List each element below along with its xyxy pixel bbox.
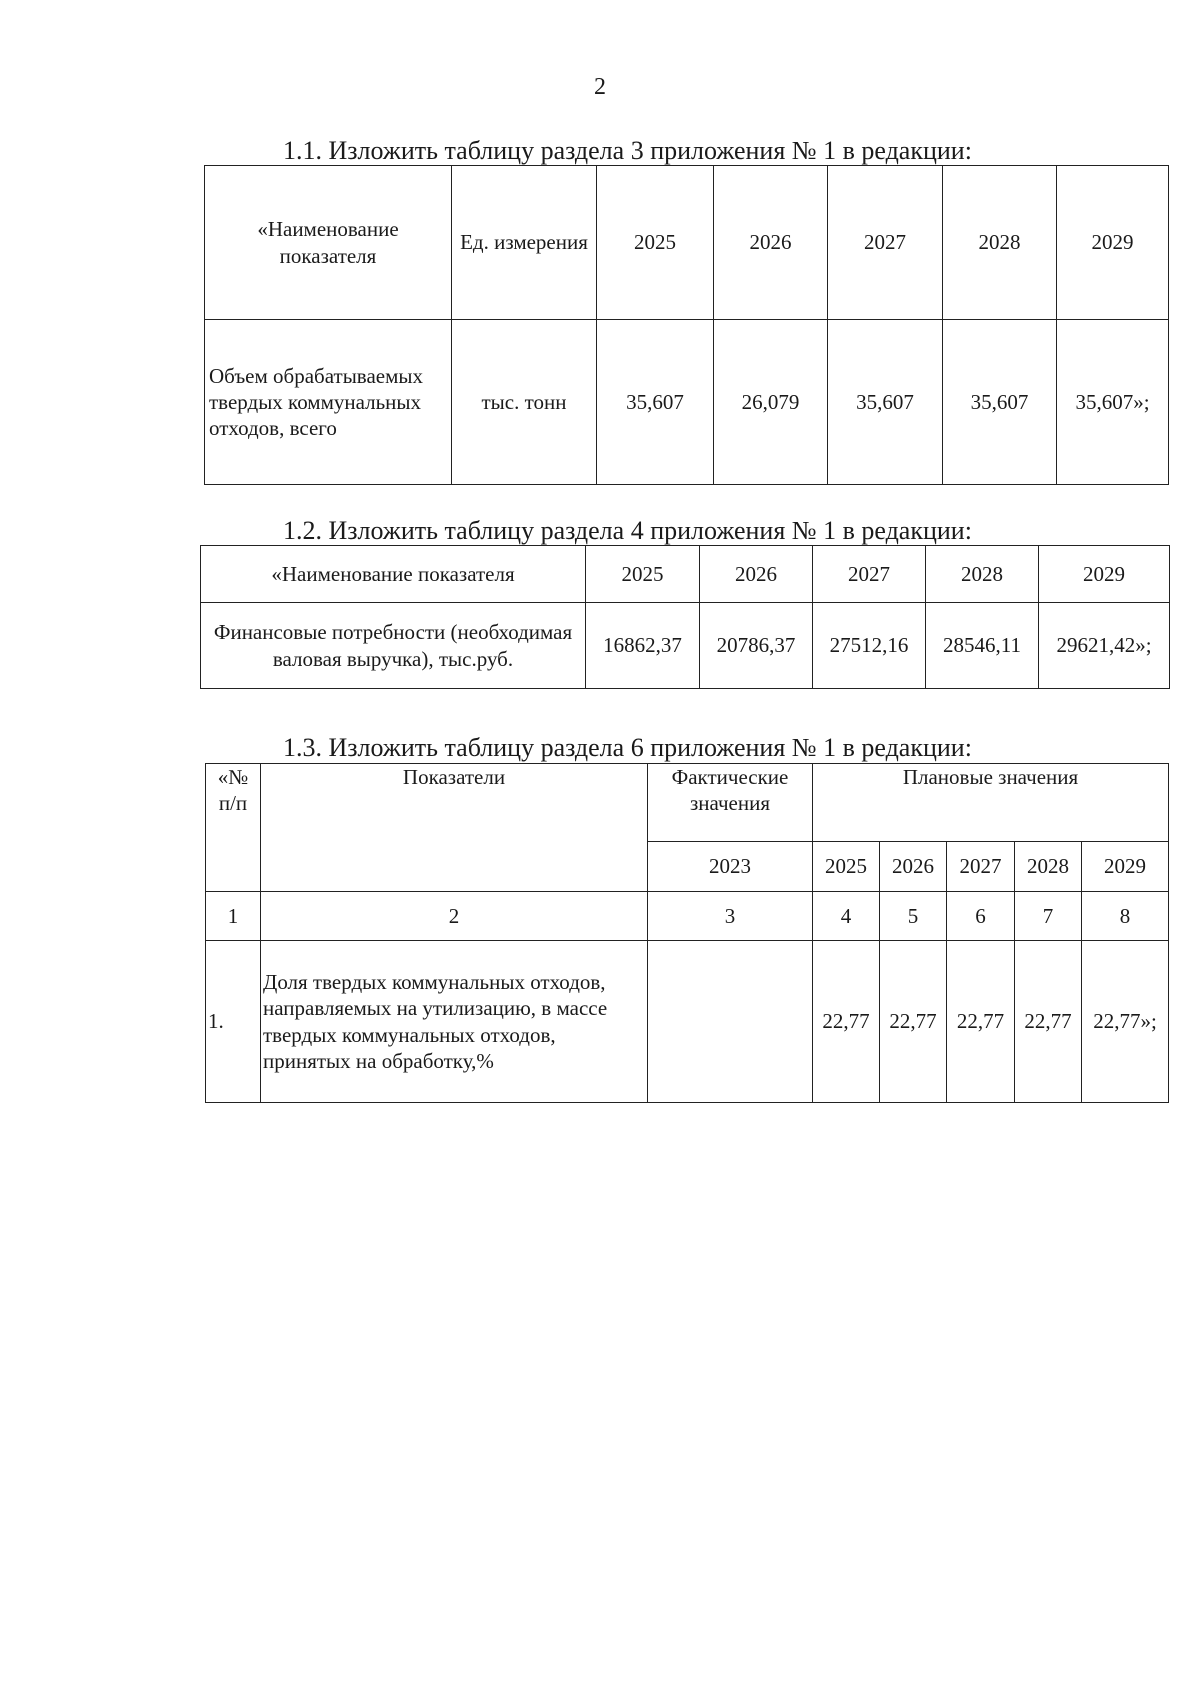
header-cell-year: 2028 [943, 166, 1057, 320]
table-header-row [201, 546, 1170, 603]
row-actual-cell [648, 941, 813, 1103]
row-value-cell: 27512,16 [813, 603, 926, 689]
header-cell-year: 2026 [714, 166, 828, 320]
header-cell-actual-year: 2023 [648, 842, 813, 892]
header-cell-unit: Ед. измерения [452, 166, 597, 320]
section-1-2-heading: 1.2. Изложить таблицу раздела 4 приложения № 1 в редакции: [283, 516, 972, 545]
column-number-cell: 8 [1082, 892, 1169, 941]
header-cell-year: 2025 [586, 546, 700, 603]
header-cell-actual: Фактические значения [648, 764, 813, 842]
header-cell-year: 2027 [947, 842, 1015, 892]
table-header-row [206, 764, 1169, 842]
section-1-3-heading: 1.3. Изложить таблицу раздела 6 приложения № 1 в редакции: [283, 733, 972, 762]
header-cell-year: 2025 [813, 842, 880, 892]
row-value-cell: 20786,37 [700, 603, 813, 689]
row-value-cell: 22,77 [813, 941, 880, 1103]
header-cell-year: 2029 [1039, 546, 1170, 603]
section-1-1-heading: 1.1. Изложить таблицу раздела 3 приложения № 1 в редакции: [283, 136, 972, 165]
row-indicator-cell: Доля твердых коммунальных отходов, направляемых на утилизацию, в массе твердых коммунальных отходов, принятых на обработку,% [261, 941, 648, 1103]
row-number-cell: 1. [206, 941, 261, 1103]
table-section-6 [205, 763, 1169, 1103]
page-number: 2 [594, 74, 606, 100]
table-row [205, 320, 1169, 485]
header-cell-year: 2027 [828, 166, 943, 320]
column-number-cell: 2 [261, 892, 648, 941]
column-number-cell: 3 [648, 892, 813, 941]
row-value-cell: 26,079 [714, 320, 828, 485]
header-cell-year: 2029 [1057, 166, 1169, 320]
header-cell-year: 2026 [880, 842, 947, 892]
row-value-cell: 29621,42»; [1039, 603, 1170, 689]
row-value-cell: 22,77 [880, 941, 947, 1103]
header-cell-year: 2028 [1015, 842, 1082, 892]
row-value-cell: 35,607 [597, 320, 714, 485]
table-header-row [205, 166, 1169, 320]
row-value-cell: 22,77»; [1082, 941, 1169, 1103]
header-cell-indicators: Показатели [261, 764, 648, 892]
row-value-cell: 16862,37 [586, 603, 700, 689]
row-value-cell: 28546,11 [926, 603, 1039, 689]
header-cell-year: 2028 [926, 546, 1039, 603]
table-row [201, 603, 1170, 689]
column-number-cell: 4 [813, 892, 880, 941]
table-row [206, 941, 1169, 1103]
header-cell-indicator: «Наименование показателя [205, 166, 452, 320]
header-cell-planned: Плановые значения [813, 764, 1169, 842]
table-section-3 [204, 165, 1169, 485]
header-cell-year: 2027 [813, 546, 926, 603]
column-number-cell: 5 [880, 892, 947, 941]
row-indicator-cell: Объем обрабатываемых твердых коммунальных отходов, всего [205, 320, 452, 485]
row-value-cell: 35,607 [943, 320, 1057, 485]
header-cell-indicator: «Наименование показателя [201, 546, 586, 603]
header-cell-number: «№ п/п [206, 764, 261, 892]
row-value-cell: 35,607 [828, 320, 943, 485]
row-indicator-cell: Финансовые потребности (необходимая валовая выручка), тыс.руб. [201, 603, 586, 689]
header-cell-year: 2029 [1082, 842, 1169, 892]
row-value-cell: 22,77 [1015, 941, 1082, 1103]
column-number-cell: 7 [1015, 892, 1082, 941]
header-cell-year: 2025 [597, 166, 714, 320]
column-number-cell: 6 [947, 892, 1015, 941]
row-value-cell: 22,77 [947, 941, 1015, 1103]
column-number-cell: 1 [206, 892, 261, 941]
row-unit-cell: тыс. тонн [452, 320, 597, 485]
column-numbers-row [206, 892, 1169, 941]
row-value-cell: 35,607»; [1057, 320, 1169, 485]
header-cell-year: 2026 [700, 546, 813, 603]
table-section-4 [200, 545, 1170, 689]
